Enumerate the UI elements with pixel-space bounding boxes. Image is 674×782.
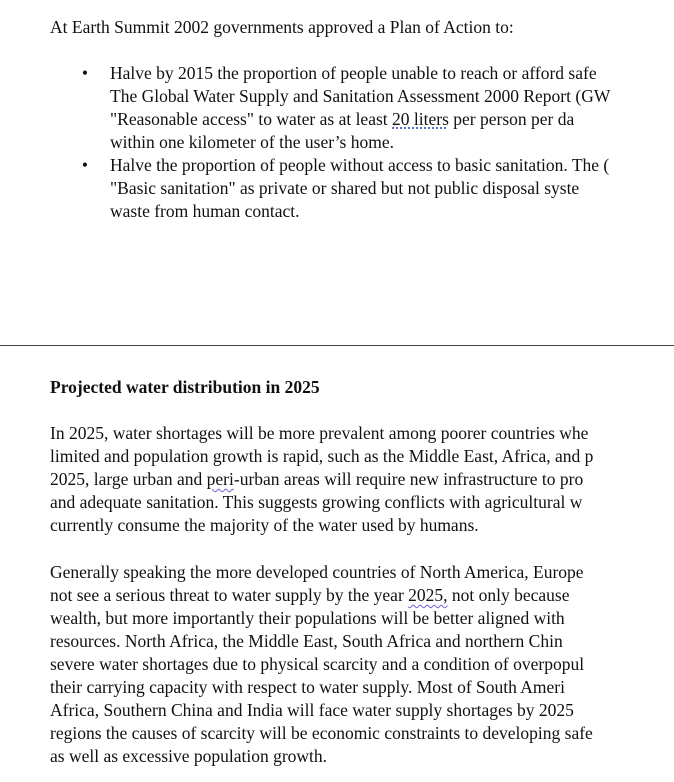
text-line: Africa, Southern China and India will face water supply shortages by 2025 <box>50 700 574 720</box>
bullet-icon: • <box>81 63 89 83</box>
text-line: severe water shortages due to physical scarcity and a condition of overpopul <box>50 654 585 674</box>
spellcheck-marked-text[interactable]: 2025, <box>408 585 448 605</box>
text-line: In 2025, water shortages will be more prevalent among poorer countries whe <box>50 423 589 443</box>
text-line <box>50 584 674 607</box>
paragraph <box>50 561 674 768</box>
list-item <box>0 154 674 223</box>
text-line: and adequate sanitation. This suggests growing conflicts with agricultural w <box>50 492 583 512</box>
intro-text: At Earth Summit 2002 governments approved a Plan of Action to: <box>50 17 514 37</box>
text-span: 2025, large urban and <box>50 469 207 489</box>
text-line: wealth, but more importantly their populations will be better aligned with <box>50 608 565 628</box>
text-line: within one kilometer of the user’s home. <box>110 132 394 152</box>
text-span: not see a serious threat to water supply by the year <box>50 585 409 605</box>
text-line: limited and population growth is rapid, such as the Middle East, Africa, and p <box>50 446 594 466</box>
text-line: regions the causes of scarcity will be economic constraints to developing safe <box>50 723 593 743</box>
text-line <box>110 108 674 131</box>
page-break-divider <box>0 345 674 346</box>
text-line: "Basic sanitation" as private or shared but not public disposal syste <box>110 178 580 198</box>
bullet-icon: • <box>81 155 89 175</box>
text-span: "Reasonable access" to water as at least <box>110 109 393 129</box>
list-item <box>0 62 674 154</box>
grammar-marked-text[interactable]: 20 liters <box>392 109 449 129</box>
text-line: Generally speaking the more developed countries of North America, Europe <box>50 562 584 582</box>
text-line: The Global Water Supply and Sanitation Assessment 2000 Report (GW <box>110 86 611 106</box>
paragraph <box>50 422 674 537</box>
text-line: as well as excessive population growth. <box>50 746 328 766</box>
section-heading: Projected water distribution in 2025 <box>50 377 320 397</box>
text-line: resources. North Africa, the Middle East, South Africa and northern Chin <box>50 631 563 651</box>
action-plan-list <box>0 62 674 223</box>
text-line: Halve by 2015 the proportion of people unable to reach or afford safe <box>110 63 597 83</box>
text-line: currently consume the majority of the water used by humans. <box>50 515 479 535</box>
text-line: waste from human contact. <box>110 201 300 221</box>
spellcheck-marked-text[interactable]: peri <box>206 469 234 489</box>
text-line: Halve the proportion of people without access to basic sanitation. The ( <box>110 155 610 175</box>
text-line <box>50 468 674 491</box>
text-span: per person per da <box>448 109 575 129</box>
text-span: -urban areas will require new infrastructure to pro <box>233 469 584 489</box>
text-line: their carrying capacity with respect to water supply. Most of South Ameri <box>50 677 565 697</box>
text-span: not only because <box>447 585 570 605</box>
